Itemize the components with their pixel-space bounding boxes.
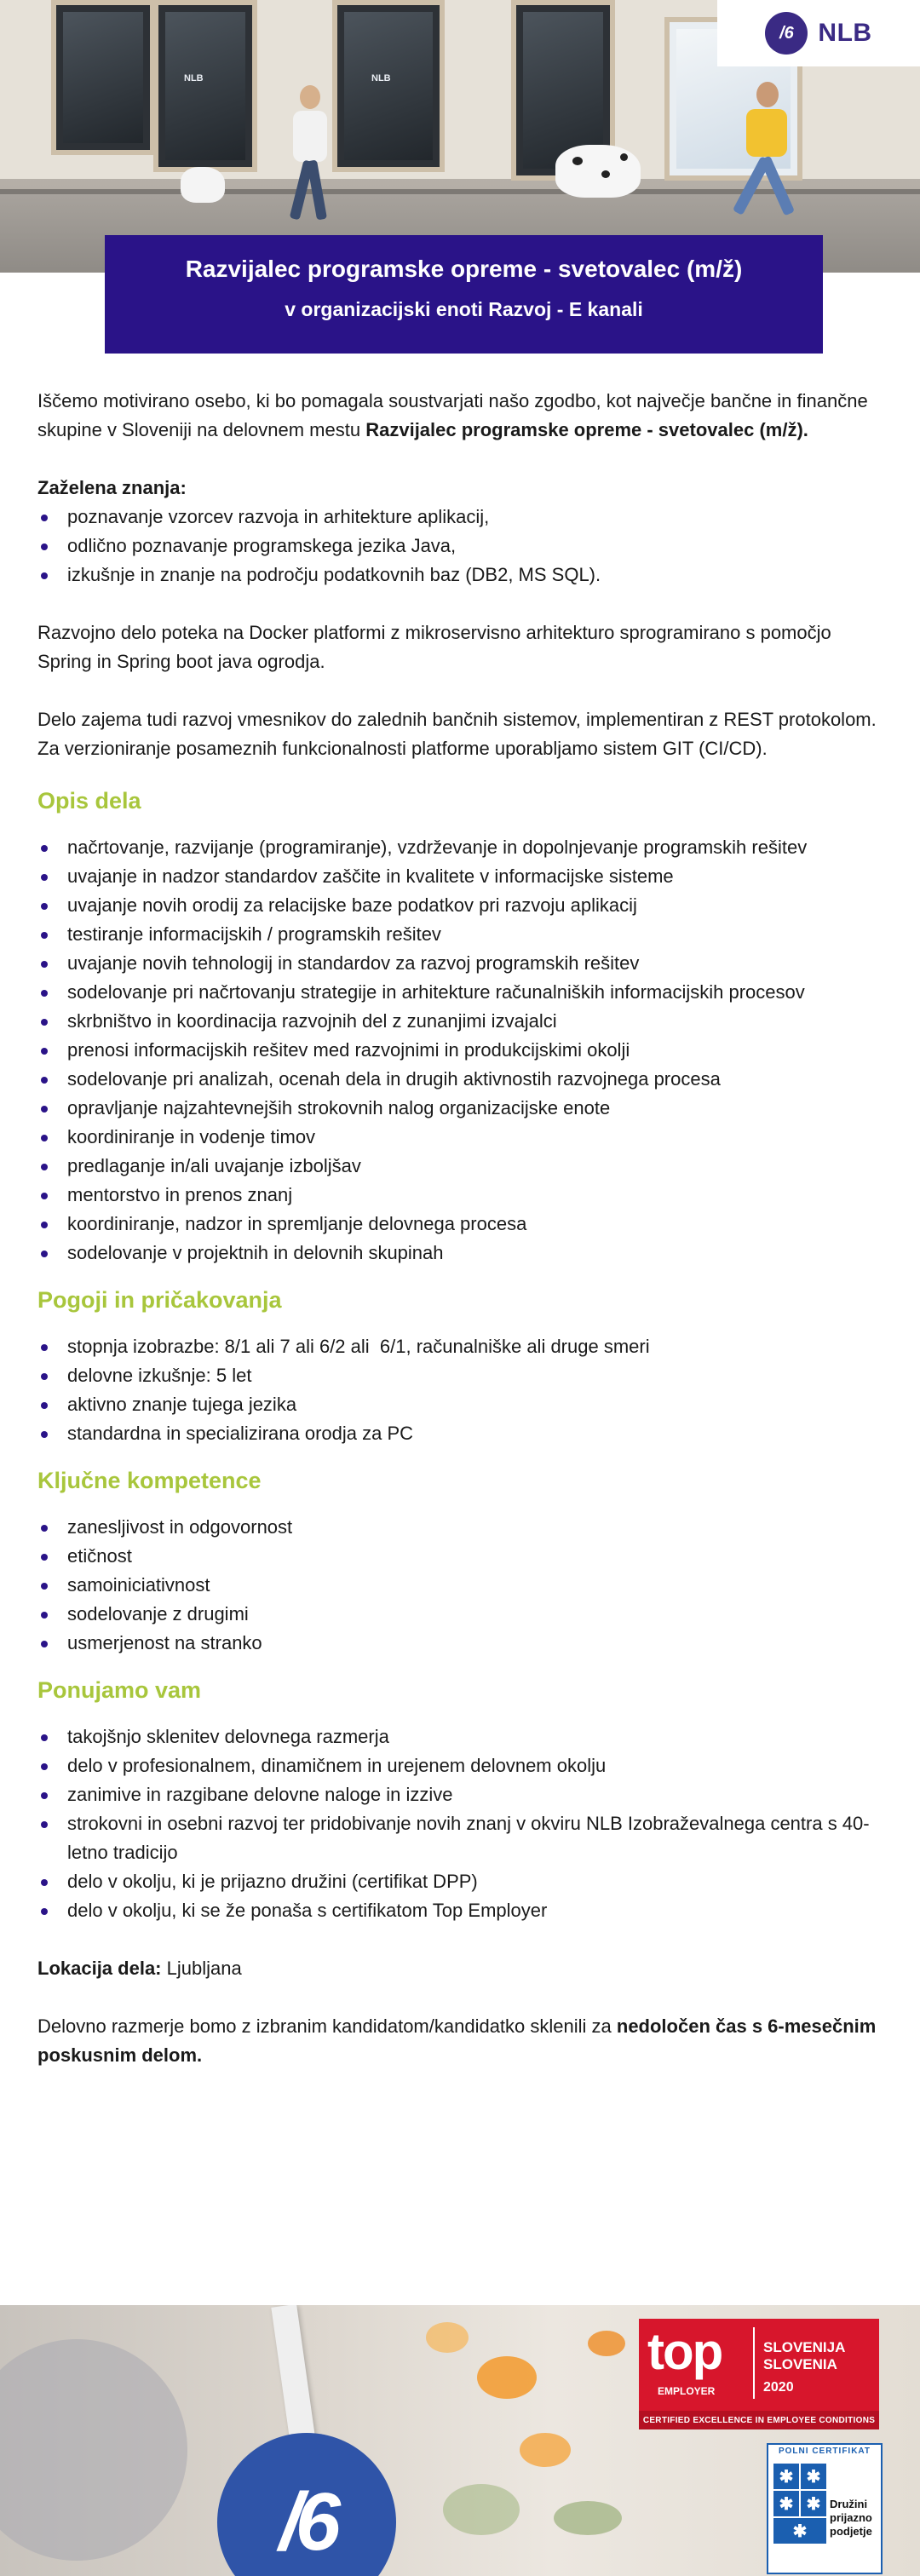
- storefront-sign: NLB: [371, 73, 391, 83]
- skills-list: [37, 503, 881, 589]
- top-employer-label: EMPLOYER: [658, 2385, 716, 2397]
- list-item: sodelovanje pri analizah, ocenah dela in drugih aktivnostih razvojnega procesa: [37, 1065, 881, 1094]
- list-item: etičnost: [37, 1542, 881, 1571]
- family-icon: ✱ ✱ ✱ ✱ ✱: [773, 2464, 828, 2566]
- job-description: [37, 387, 881, 2070]
- running-man: [734, 82, 802, 227]
- section-heading-job-description: Opis dela: [37, 788, 141, 814]
- list-item: samoiniciativnost: [37, 1571, 881, 1600]
- list-item: koordiniranje in vodenje timov: [37, 1123, 881, 1152]
- nlb-logo-text: NLB: [818, 19, 872, 47]
- storefront-window: [153, 0, 257, 172]
- list-item: mentorstvo in prenos znanj: [37, 1181, 881, 1210]
- list-item: načrtovanje, razvijanje (programiranje), vzdrževanje in dopolnjevanje programskih rešitev: [37, 833, 881, 862]
- certificate-text: Družini prijazno podjetje: [830, 2498, 872, 2538]
- list-item: sodelovanje v projektnih in delovnih skupinah: [37, 1239, 881, 1268]
- list-item: delo v okolju, ki je prijazno družini (certifikat DPP): [37, 1867, 881, 1896]
- list-item: delovne izkušnje: 5 let: [37, 1361, 881, 1390]
- platform-paragraph: Razvojno delo poteka na Docker platformi z mikroservisno arhitekturo sprogramirano s pomočjo Spring in Spring boot java ogrodja.: [37, 622, 831, 672]
- top-employer-badge: [639, 2319, 879, 2429]
- list-item: delo v okolju, ki se že ponaša s certifikatom Top Employer: [37, 1896, 881, 1925]
- job-title-banner: [105, 235, 823, 354]
- section-heading-competences: Ključne kompetence: [37, 1468, 262, 1493]
- interfaces-paragraph: Delo zajema tudi razvoj vmesnikov do zalednih bančnih sistemov, implementiran z REST protokolom. Za verzioniranje posameznih funkcionalnosti platforme uporabljamo sistem GIT (CI/CD).: [37, 709, 877, 759]
- closing-paragraph: Delovno razmerje bomo z izbranim kandidatom/kandidatko sklenili za nedoločen čas s 6-mesečnim poskusnim delom.: [37, 2015, 877, 2066]
- nlb-logo: [717, 0, 920, 66]
- list-item: standardna in specializirana orodja za PC: [37, 1419, 881, 1448]
- list-item: zanimive in razgibane delovne naloge in izzive: [37, 1780, 881, 1809]
- intro-job-title: Razvijalec programske opreme - svetovalec (m/ž).: [365, 419, 808, 440]
- hero-photo: [0, 0, 920, 273]
- list-item: odlično poznavanje programskega jezika Java,: [37, 532, 881, 561]
- job-title: Razvijalec programske opreme - svetovalec (m/ž): [185, 256, 743, 282]
- list-item: uvajanje novih orodij za relacijske baze podatkov pri razvoju aplikacij: [37, 891, 881, 920]
- list-item: koordiniranje, nadzor in spremljanje delovnega procesa: [37, 1210, 881, 1239]
- section-heading-requirements: Pogoji in pričakovanja: [37, 1287, 282, 1313]
- list-item: opravljanje najzahtevnejših strokovnih nalog organizacijske enote: [37, 1094, 881, 1123]
- storefront-window: [332, 0, 445, 172]
- list-item: aktivno znanje tujega jezika: [37, 1390, 881, 1419]
- list-item: testiranje informacijskih / programskih rešitev: [37, 920, 881, 949]
- list-item: prenosi informacijskih rešitev med razvojnimi in produkcijskimi okolji: [37, 1036, 881, 1065]
- intro-paragraph: Iščemo motivirano osebo, ki bo pomagala soustvarjati našo zgodbo, kot največje bančne in finančne skupine v Sloveniji na delovnem mestu Razvijalec programske opreme - svetovalec (m/ž).: [37, 390, 868, 440]
- list-item: zanesljivost in odgovornost: [37, 1513, 881, 1542]
- contract-terms: nedoločen čas s 6-mesečnim poskusnim delom.: [37, 2015, 877, 2066]
- skills-heading: Zaželena znanja:: [37, 477, 187, 498]
- list-item: stopnja izobrazbe: 8/1 ali 7 ali 6/2 ali 6/1, računalniške ali druge smeri: [37, 1332, 881, 1361]
- list-item: uvajanje novih tehnologij in standardov za razvoj programskih rešitev: [37, 949, 881, 978]
- list-item: poznavanje vzorcev razvoja in arhitekture aplikacij,: [37, 503, 881, 532]
- nlb-flag-logo: /6: [217, 2433, 396, 2576]
- list-item: delo v profesionalnem, dinamičnem in urejenem delovnem okolju: [37, 1751, 881, 1780]
- top-employer-country: SLOVENIJA: [763, 2339, 846, 2355]
- list-item: predlaganje in/ali uvajanje izboljšav: [37, 1152, 881, 1181]
- work-location-label: Lokacija dela:: [37, 1958, 162, 1979]
- list-item: sodelovanje z drugimi: [37, 1600, 881, 1629]
- benefits-list: [37, 1722, 881, 1925]
- list-item: uvajanje in nadzor standardov zaščite in kvalitete v informacijske sisteme: [37, 862, 881, 891]
- list-item: sodelovanje pri načrtovanju strategije in arhitekture računalniških informacijskih procesov: [37, 978, 881, 1007]
- top-employer-wordmark: top: [647, 2323, 722, 2380]
- white-poodle: [181, 167, 225, 203]
- job-subtitle: v organizacijski enoti Razvoj - E kanali: [285, 298, 643, 320]
- list-item: usmerjenost na stranko: [37, 1629, 881, 1658]
- list-item: strokovni in osebni razvoj ter pridobivanje novih znanj v okviru NLB Izobraževalnega centra s 40-letno tradicijo: [37, 1809, 881, 1867]
- top-employer-country-en: SLOVENIA: [763, 2356, 837, 2372]
- footer-photo: [0, 2305, 920, 2576]
- work-location-value: Ljubljana: [161, 1958, 242, 1979]
- certificate-heading: POLNI CERTIFIKAT: [778, 2447, 871, 2456]
- walking-woman: [281, 85, 341, 230]
- flag-pole: [271, 2305, 316, 2451]
- work-location: [37, 1954, 881, 1983]
- list-item: izkušnje in znanje na področju podatkovnih baz (DB2, MS SQL).: [37, 561, 881, 589]
- job-duties-list: [37, 833, 881, 1268]
- list-item: skrbništvo in koordinacija razvojnih del z zunanjimi izvajalci: [37, 1007, 881, 1036]
- nlb-logo-icon: /6: [765, 12, 808, 55]
- requirements-list: [37, 1332, 881, 1448]
- storefront-sign: NLB: [184, 73, 204, 83]
- dalmatian-dog: [555, 145, 641, 198]
- list-item: takojšnjo sklenitev delovnega razmerja: [37, 1722, 881, 1751]
- top-employer-year: 2020: [763, 2380, 794, 2395]
- family-friendly-certificate: [767, 2443, 883, 2574]
- building-window: [51, 0, 155, 155]
- competences-list: [37, 1513, 881, 1658]
- section-heading-we-offer: Ponujamo vam: [37, 1677, 202, 1703]
- top-employer-strip: CERTIFIED EXCELLENCE IN EMPLOYEE CONDITIONS: [639, 2411, 879, 2429]
